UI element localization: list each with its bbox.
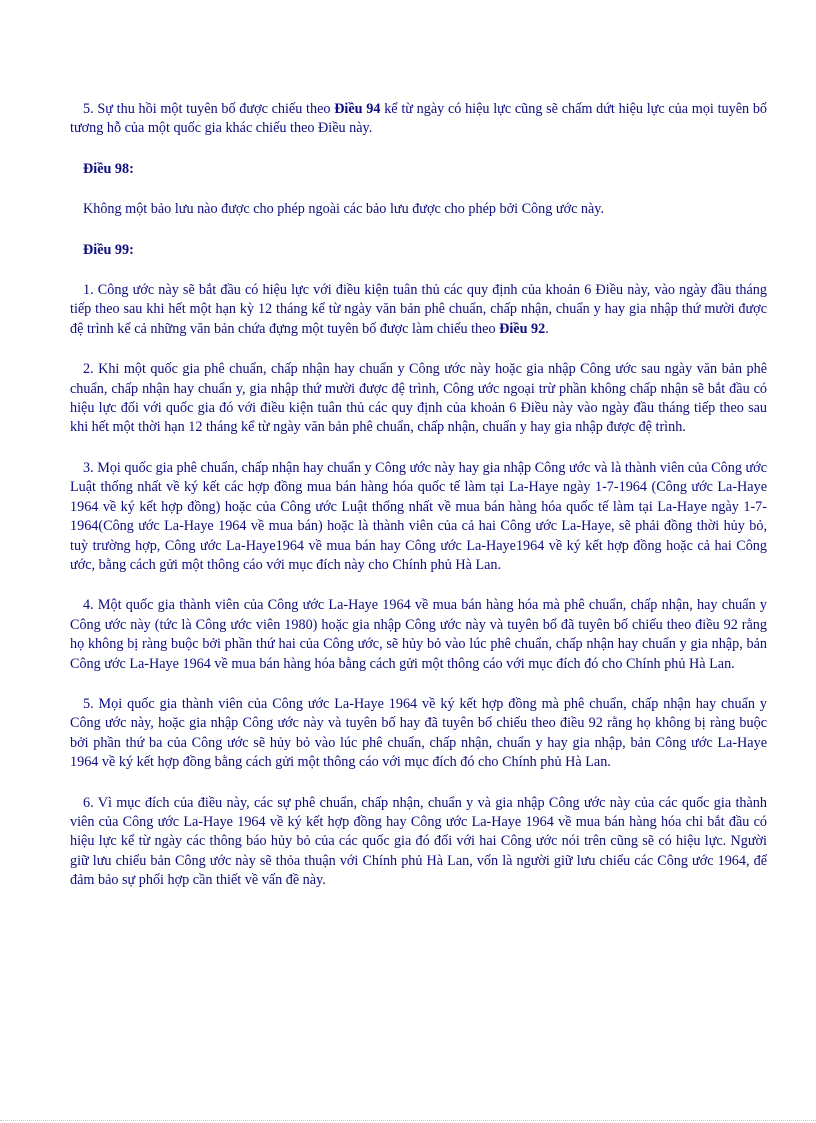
page-bottom-divider — [0, 1120, 816, 1122]
paragraph-art99-2: 2. Khi một quốc gia phê chuẩn, chấp nhận hay chuẩn y Công ước này hoặc gia nhập Công ước sau ngày văn bản phê chuẩn, chấp nhận hay chuẩn y, gia nhập thứ mười được đệ trình, Công ước ngoại trừ phần không chấp nhận sẽ bắt đầu có hiệu lực đối với quốc gia đó với điều kiện tuân thủ các quy định của khoản 6 Điều này vào ngày đầu tháng tiếp theo sau khi hết một thời hạn 12 tháng kể từ ngày văn bản phê chuẩn, chấp nhận, chuẩn y hay gia nhập được đệ trình. — [70, 361, 767, 436]
paragraph-art99-6: 6. Vì mục đích của điều này, các sự phê chuẩn, chấp nhận, chuẩn y và gia nhập Công ước này của các quốc gia thành viên của Công ước La-Haye 1964 về ký kết hợp đồng hay Công ước La-Haye 1964 về mua bán hàng hóa chỉ bắt đầu có hiệu lực kể từ ngày các thông báo hủy bỏ của các quốc gia đó đối với hai Công ước nói trên cũng sẽ có hiệu lực. Người giữ lưu chiểu bản Công ước này sẽ thỏa thuận với Chính phủ Hà Lan, vốn là người giữ lưu chiểu các Công ước 1964, để đảm bảo sự phối hợp cần thiết về vấn đề này. — [70, 794, 767, 889]
article-ref: Điều 94 — [334, 101, 381, 117]
text: 5. Sự thu hồi một tuyên bố được chiếu theo — [83, 101, 335, 117]
article-ref: Điều 92 — [499, 320, 546, 337]
text: 1. Công ước này sẽ bắt đầu có hiệu lực với điều kiện tuân thủ các quy định của khoản 6 Điều này, vào ngày đầu tháng tiếp theo sau khi hết một hạn kỳ 12 tháng kể từ ngày văn bản phê chuẩn, chấp nhận, chuẩn y hay gia nhập thứ mười được đệ trình kể cả những văn bản chứa đựng một tuyên bố được làm chiếu theo — [70, 282, 767, 337]
paragraph-art98: Không một bảo lưu nào được cho phép ngoài các bảo lưu được cho phép bởi Công ước này. — [83, 201, 605, 218]
heading-article-99: Điều 99: — [83, 241, 134, 258]
paragraph-art99-5: 5. Mọi quốc gia thành viên của Công ước La-Haye 1964 về ký kết hợp đồng mà phê chuẩn, chấp nhận hay chuẩn y Công ước này, hoặc gia nhập Công ước này và tuyên bố hay đã tuyên bố chiếu theo điều 92 rằng họ không bị ràng buộc bởi phần thứ ba của Công ước sẽ hủy bỏ vào lúc phê chuẩn, chấp nhận, chuẩn y hay gia nhập, bản Công ước La-Haye 1964 về ký kết hợp đồng bằng cách gửi một thông cáo với mục đích đó cho Chính phủ Hà Lan. — [70, 695, 767, 771]
paragraph-art99-1 — [70, 281, 767, 339]
paragraph-art99-4: 4. Một quốc gia thành viên của Công ước La-Haye 1964 về mua bán hàng hóa mà phê chuẩn, chấp nhận, hay chuẩn y Công ước này (tức là Công ước viên 1980) hoặc gia nhập Công ước này và tuyên bố đã tuyên bố chiếu theo điều 92 rằng họ không bị ràng buộc bởi phần thứ hai của Công ước, sẽ hủy bỏ vào lúc phê chuẩn, chấp nhận hay chuẩn y gia nhập, bản Công ước La-Haye 1964 về mua bán hàng hóa bằng cách gửi một thông cáo với mục đích đó cho Chính phủ Hà Lan. — [70, 597, 767, 672]
document-page — [70, 100, 767, 891]
text: kể từ ngày có hiệu lực cũng sẽ chấm dứt hiệu lực của mọi tuyên bố tương hỗ của một quốc gia khác chiếu theo Điều này. — [70, 101, 768, 137]
text: . — [545, 320, 549, 337]
paragraph-art97-5 — [70, 100, 767, 139]
heading-article-98: Điều 98: — [83, 160, 134, 177]
paragraph-art99-3: 3. Mọi quốc gia phê chuẩn, chấp nhận hay chuẩn y Công ước này hay gia nhập Công ước và là thành viên của Công ước Luật thống nhất về ký kết các hợp đồng mua bán hàng hóa quốc tế làm tại La-Haye ngày 1-7-1964 (Công ước La-Haye 1964 về ký kết hợp đồng) hoặc của Công ước Luật thống nhất về mua bán hàng hóa quốc tế làm tại La-Haye ngày 1-7-1964(Công ước La-Haye 1964 về mua bán) hoặc là thành viên của cả hai Công ước La-Haye, sẽ phải đồng thời hủy bỏ, tuỳ trường hợp, Công ước La-Haye1964 về mua bán hay Công ước La-Haye1964 về ký kết hợp đồng hoặc cả hai Công ước, bằng cách gửi một thông cáo với mục đích này cho Chính phủ Hà Lan. — [70, 459, 767, 573]
